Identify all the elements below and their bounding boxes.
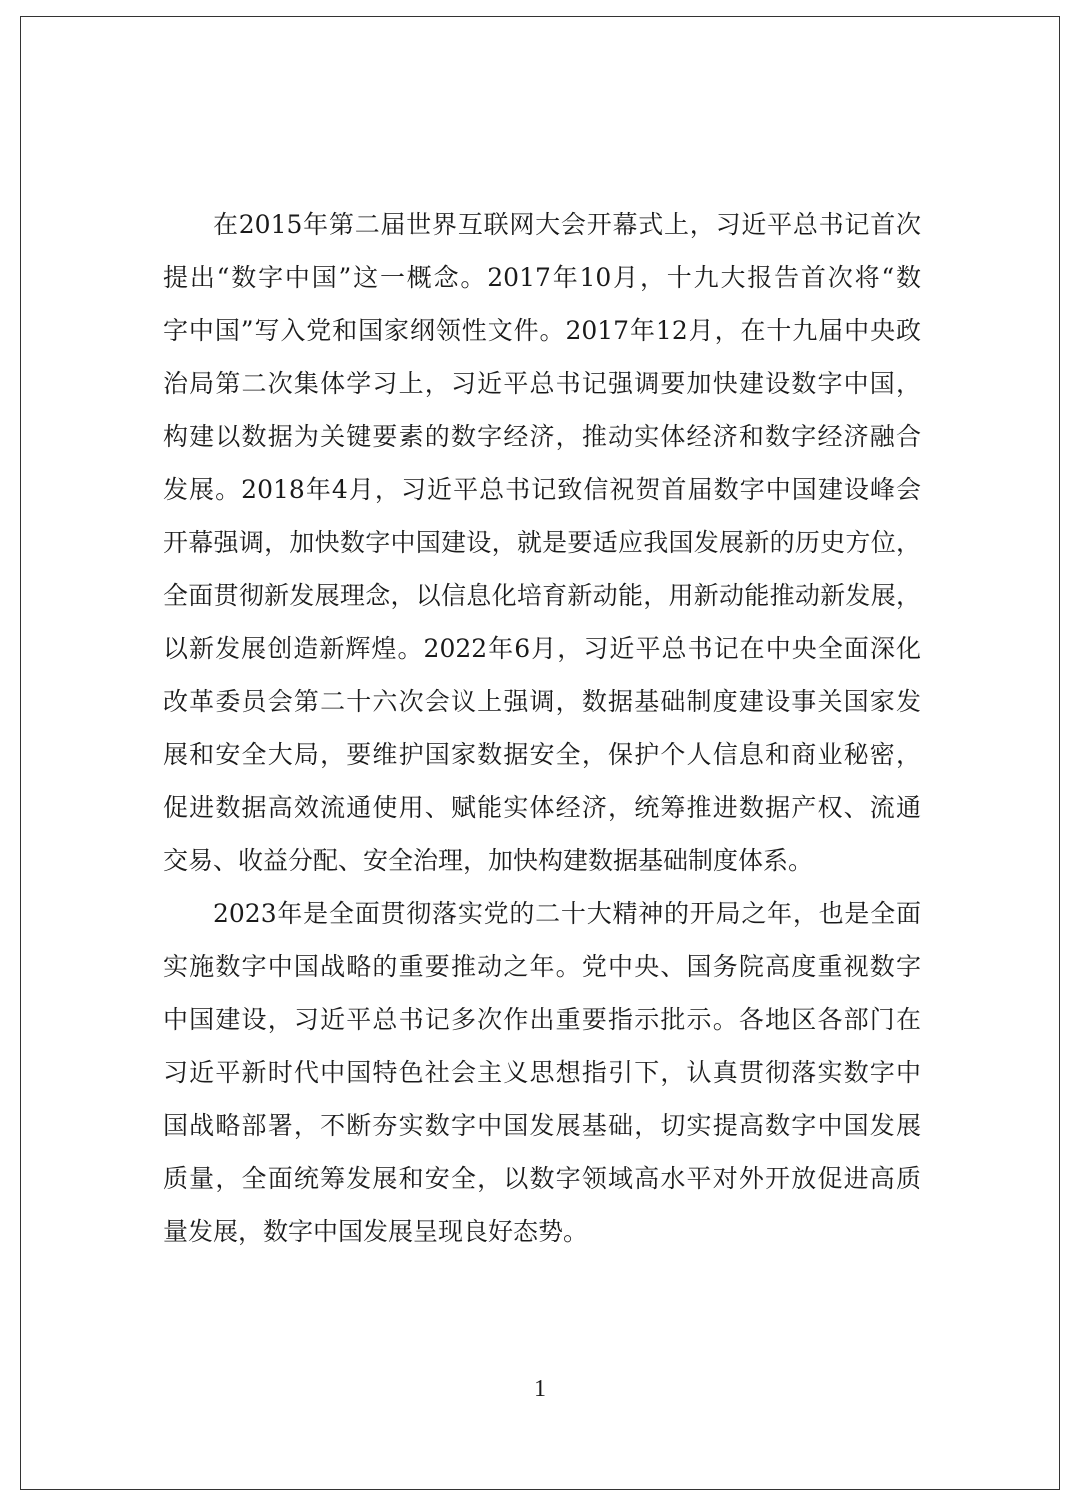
text-line: 中国建设，习近平总书记多次作出重要指示批示。各地区各部门在 [163,1005,921,1034]
text-line: 实施数字中国战略的重要推动之年。党中央、国务院高度重视数字 [163,952,921,981]
text-line: 改革委员会第二十六次会议上强调，数据基础制度建设事关国家发 [163,687,921,716]
text-line: 量发展，数字中国发展呈现良好态势。 [163,1217,589,1246]
text-line: 习近平新时代中国特色社会主义思想指引下，认真贯彻落实数字中 [163,1058,921,1087]
text-line: 开幕强调，加快数字中国建设，就是要适应我国发展新的历史方位， [163,528,921,557]
text-line: 以新发展创造新辉煌。2022年6月，习近平总书记在中央全面深化 [163,634,921,663]
text-line: 全面贯彻新发展理念，以信息化培育新动能，用新动能推动新发展， [163,581,921,610]
text-line: 交易、收益分配、安全治理，加快构建数据基础制度体系。 [163,846,814,875]
text-line: 促进数据高效流通使用、赋能实体经济，统筹推进数据产权、流通 [163,793,921,822]
text-line: 展和安全大局，要维护国家数据安全，保护个人信息和商业秘密， [163,740,921,769]
text-line: 治局第二次集体学习上，习近平总书记强调要加快建设数字中国， [163,369,921,398]
paragraph-2 [163,887,921,1258]
paragraph-1 [163,198,921,887]
text-line: 提出“数字中国”这一概念。2017年10月，十九大报告首次将“数 [163,263,921,292]
text-line: 构建以数据为关键要素的数字经济，推动实体经济和数字经济融合 [163,422,921,451]
document-body [163,198,921,1258]
text-line: 2023年是全面贯彻落实党的二十大精神的开局之年，也是全面 [213,899,921,928]
text-line: 发展。2018年4月，习近平总书记致信祝贺首届数字中国建设峰会 [163,475,921,504]
text-line: 字中国”写入党和国家纲领性文件。2017年12月，在十九届中央政 [163,316,921,345]
text-line: 国战略部署，不断夯实数字中国发展基础，切实提高数字中国发展 [163,1111,921,1140]
text-line: 在2015年第二届世界互联网大会开幕式上，习近平总书记首次 [213,210,921,239]
page-number: 1 [534,1376,546,1402]
text-line: 质量，全面统筹发展和安全，以数字领域高水平对外开放促进高质 [163,1164,921,1193]
